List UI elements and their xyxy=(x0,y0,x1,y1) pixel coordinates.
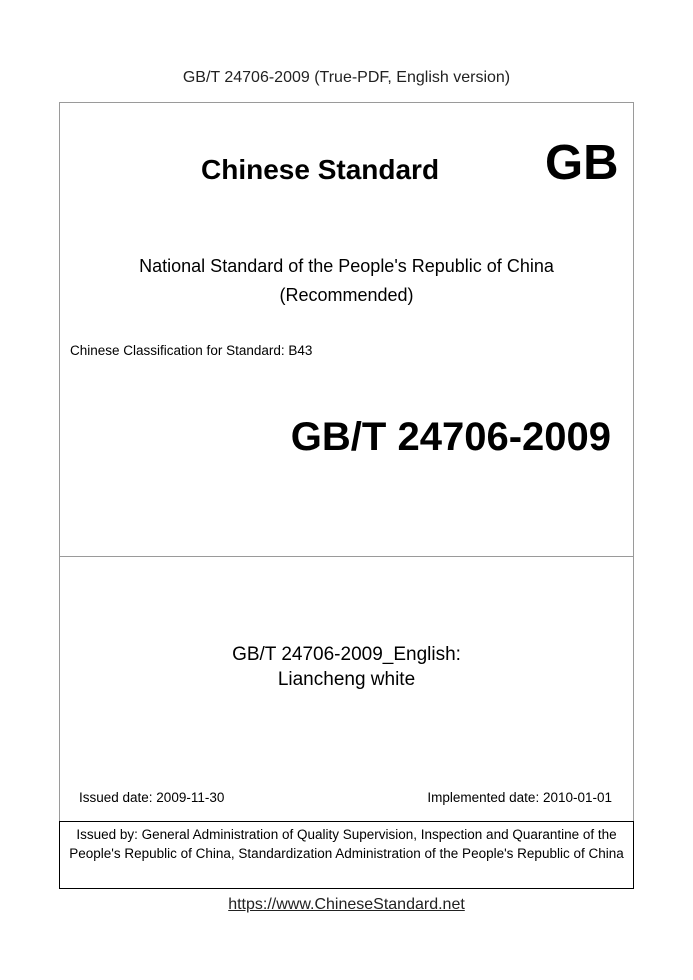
implemented-date: Implemented date: 2010-01-01 xyxy=(427,790,612,805)
national-standard-title xyxy=(0,252,693,310)
footer xyxy=(0,895,693,915)
issued-date: Issued date: 2009-11-30 xyxy=(79,790,225,805)
national-standard-line: National Standard of the People's Republic of China xyxy=(139,256,554,276)
recommended-line: (Recommended) xyxy=(279,285,414,305)
page-header: GB/T 24706-2009 (True-PDF, English version) xyxy=(182,69,511,86)
gb-mark: GB xyxy=(545,136,619,190)
document-title-line1: GB/T 24706-2009_English: xyxy=(232,644,461,665)
document-title-line2: Liancheng white xyxy=(277,669,416,690)
standard-number: GB/T 24706-2009 xyxy=(290,415,611,459)
classification-text: Chinese Classification for Standard: B43 xyxy=(70,343,313,358)
chinese-standard-heading: Chinese Standard xyxy=(201,154,440,185)
issued-by-text: Issued by: General Administration of Quality Supervision, Inspection and Quarantine of the People's Republic of China, Standardization Administration of the People's Republic of China xyxy=(69,827,624,861)
issued-by-box xyxy=(59,821,634,889)
document-title xyxy=(0,642,693,692)
website-link[interactable]: https://www.ChineseStandard.net xyxy=(228,896,465,913)
